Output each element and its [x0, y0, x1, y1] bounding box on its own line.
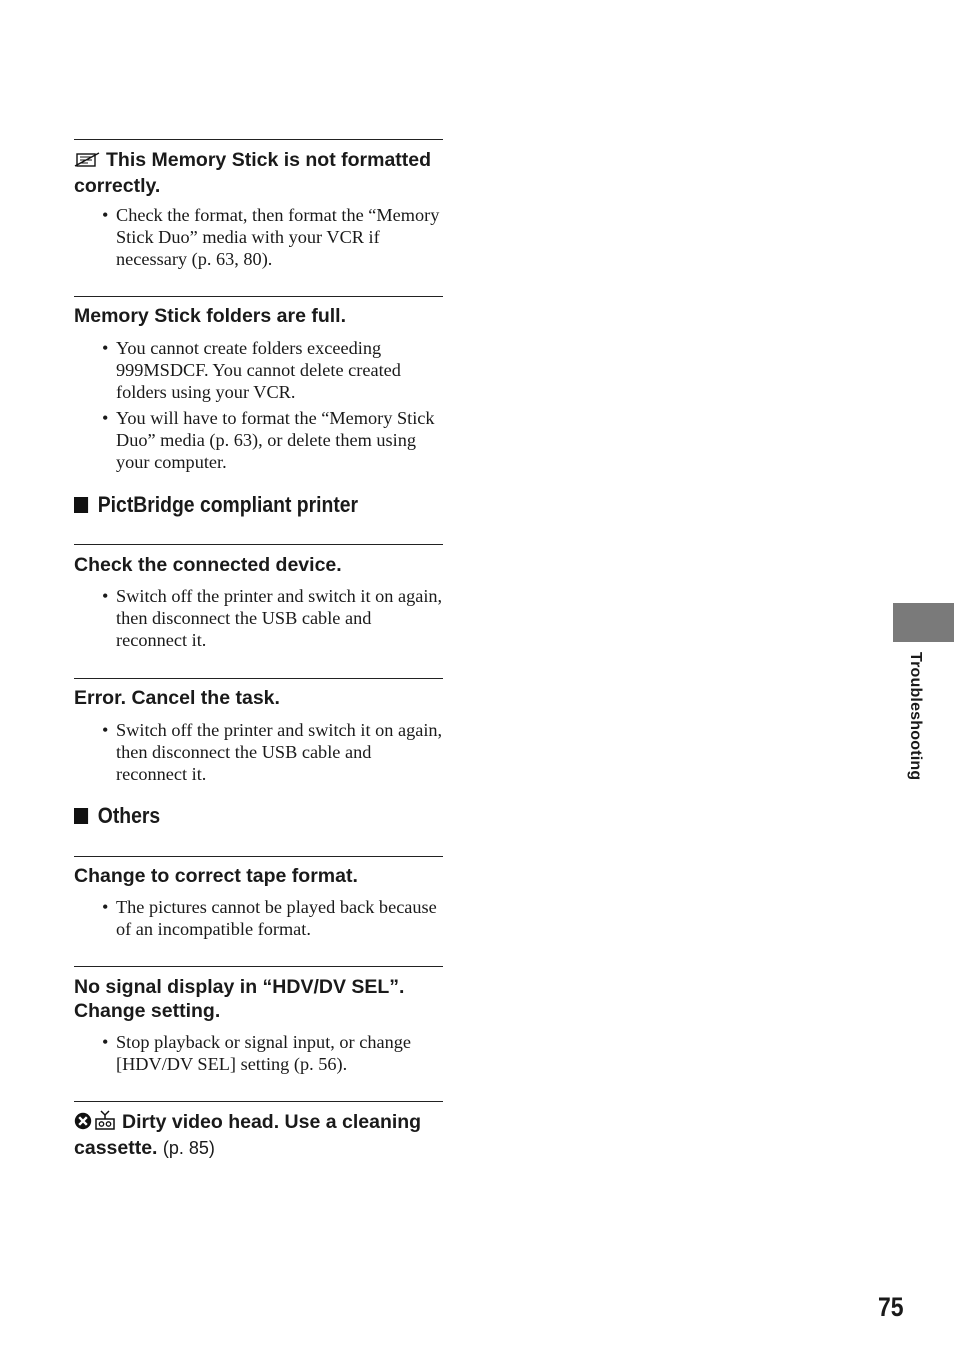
- bullet-list: [116, 204, 446, 274]
- divider: [74, 678, 443, 679]
- entry-title: Check the connected device.: [74, 554, 342, 576]
- bullet-item: • Switch off the printer and switch it on again, then disconnect the USB cable and reconnect it.: [102, 719, 446, 786]
- page-number: 75: [878, 1292, 904, 1322]
- entry-title: This Memory Stick is not formatted correctly.: [74, 149, 432, 197]
- bullet-item: • Switch off the printer and switch it on again, then disconnect the USB cable and reconnect it.: [102, 585, 446, 652]
- bullet-item: • You cannot create folders exceeding 999MSDCF. You cannot delete created folders using your VCR.: [102, 337, 446, 404]
- cassette-cleaning-icon: [94, 1110, 116, 1137]
- divider: [74, 856, 443, 857]
- error-x-icon: [74, 1112, 92, 1137]
- section-tab-marker: [893, 603, 954, 642]
- entry-title: No signal display in “HDV/DV SEL”. Change setting.: [74, 976, 405, 1022]
- entry-title: Error. Cancel the task.: [74, 687, 280, 709]
- bullet-list: [116, 719, 446, 789]
- divider: [74, 966, 443, 967]
- section-heading-others: Others: [74, 803, 160, 829]
- bullet-list: [116, 1031, 446, 1078]
- section-heading-pictbridge: PictBridge compliant printer: [74, 492, 358, 518]
- divider: [74, 139, 443, 140]
- divider: [74, 544, 443, 545]
- page-reference: (p. 85): [162, 1137, 215, 1158]
- bullet-list: [116, 337, 446, 476]
- bullet-item: • Stop playback or signal input, or change [HDV/DV SEL] setting (p. 56).: [102, 1031, 446, 1075]
- divider: [74, 1101, 443, 1102]
- bullet-item: • The pictures cannot be played back because of an incompatible format.: [102, 896, 446, 940]
- bullet-list: [116, 585, 446, 655]
- divider: [74, 296, 443, 297]
- square-bullet-icon: [74, 808, 88, 824]
- bullet-item: • You will have to format the “Memory Stick Duo” media (p. 63), or delete them using your computer.: [102, 407, 446, 474]
- memory-stick-error-icon: [74, 151, 100, 175]
- square-bullet-icon: [74, 497, 88, 513]
- entry-title: Dirty video head. Use a cleaning cassette. (p. 85): [74, 1111, 422, 1159]
- entry-title: Memory Stick folders are full.: [74, 305, 347, 327]
- side-tab-label: Troubleshooting: [907, 652, 924, 781]
- bullet-list: [116, 896, 446, 943]
- entry-title: Change to correct tape format.: [74, 865, 358, 887]
- bullet-item: • Check the format, then format the “Memory Stick Duo” media with your VCR if necessary (p. 63, 80).: [102, 204, 446, 271]
